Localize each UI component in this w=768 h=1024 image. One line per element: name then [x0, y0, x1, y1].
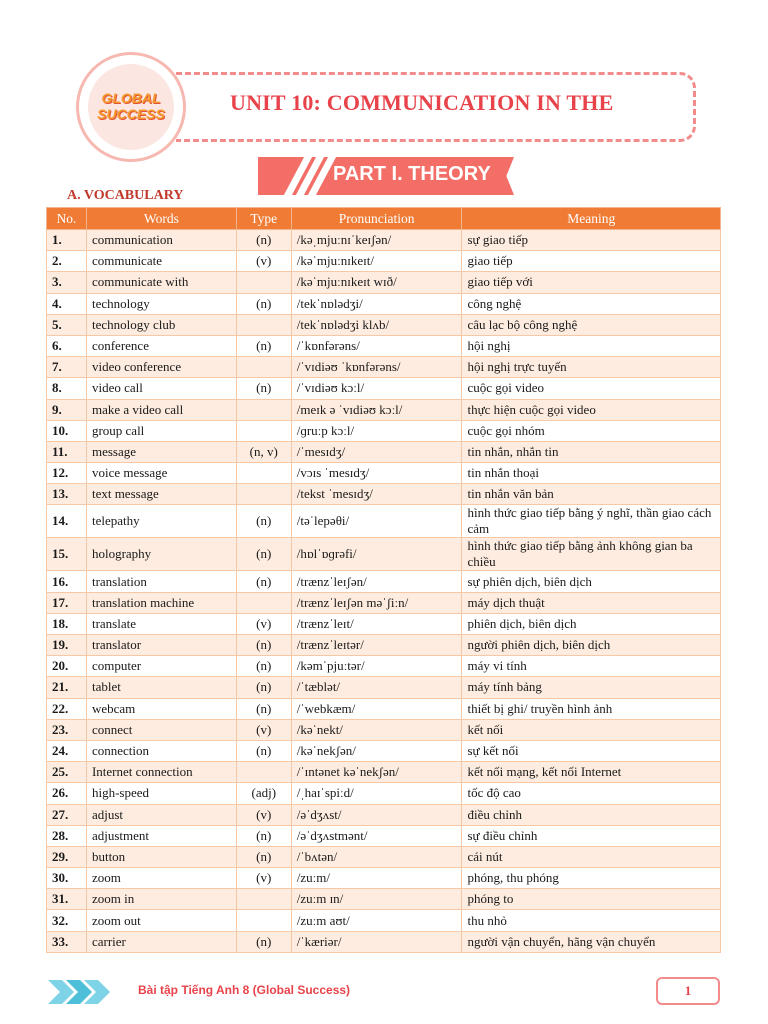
cell-type: (adj): [236, 783, 291, 804]
cell-pronunciation: /trænzˈleɪʃən/: [291, 571, 462, 592]
table-row: [47, 538, 721, 571]
cell-no: 8.: [47, 378, 87, 399]
cell-type: [236, 272, 291, 293]
header-meaning: Meaning: [462, 208, 721, 230]
cell-type: (n): [236, 378, 291, 399]
cell-type: [236, 463, 291, 484]
header-pronunciation: Pronunciation: [291, 208, 462, 230]
table-row: [47, 272, 721, 293]
table-row: [47, 719, 721, 740]
cell-pronunciation: /ˈwebkæm/: [291, 698, 462, 719]
cell-word: make a video call: [86, 399, 236, 420]
cell-no: 1.: [47, 230, 87, 251]
cell-pronunciation: /trænzˈleɪʃən məˈʃiːn/: [291, 592, 462, 613]
cell-no: 9.: [47, 399, 87, 420]
cell-meaning: thiết bị ghi/ truyền hình ảnh: [462, 698, 721, 719]
table-row: [47, 378, 721, 399]
cell-pronunciation: /hɒlˈɒɡrəfi/: [291, 538, 462, 571]
cell-word: message: [86, 441, 236, 462]
cell-type: (v): [236, 868, 291, 889]
cell-type: (n): [236, 635, 291, 656]
cell-word: communicate: [86, 251, 236, 272]
cell-pronunciation: /kəˌmjuːnɪˈkeɪʃən/: [291, 230, 462, 251]
table-row: [47, 505, 721, 538]
cell-no: 22.: [47, 698, 87, 719]
cell-type: (v): [236, 251, 291, 272]
cell-type: [236, 357, 291, 378]
cell-word: group call: [86, 420, 236, 441]
cell-word: zoom: [86, 868, 236, 889]
cell-type: (n): [236, 740, 291, 761]
cell-word: connection: [86, 740, 236, 761]
cell-meaning: sự giao tiếp: [462, 230, 721, 251]
table-row: [47, 571, 721, 592]
table-row: [47, 804, 721, 825]
cell-no: 28.: [47, 825, 87, 846]
cell-word: video call: [86, 378, 236, 399]
cell-type: (n): [236, 538, 291, 571]
logo-line-2: SUCCESS: [97, 106, 165, 122]
cell-meaning: điều chỉnh: [462, 804, 721, 825]
cell-word: translation machine: [86, 592, 236, 613]
cell-word: zoom out: [86, 910, 236, 931]
cell-no: 27.: [47, 804, 87, 825]
cell-word: button: [86, 846, 236, 867]
cell-pronunciation: /trænzˈleɪt/: [291, 613, 462, 634]
cell-pronunciation: /tekst ˈmesɪdʒ/: [291, 484, 462, 505]
cell-pronunciation: /ˈɪntənet kəˈnekʃən/: [291, 762, 462, 783]
table-row: [47, 399, 721, 420]
cell-no: 26.: [47, 783, 87, 804]
vocabulary-table: [46, 207, 721, 953]
table-row: [47, 613, 721, 634]
cell-type: (n): [236, 505, 291, 538]
cell-meaning: công nghệ: [462, 293, 721, 314]
cell-meaning: tin nhắn, nhắn tin: [462, 441, 721, 462]
cell-no: 21.: [47, 677, 87, 698]
cell-type: (n): [236, 677, 291, 698]
page-number: 1: [656, 977, 720, 1005]
cell-type: [236, 889, 291, 910]
table-row: [47, 846, 721, 867]
table-row: [47, 698, 721, 719]
table-row: [47, 335, 721, 356]
cell-meaning: giao tiếp với: [462, 272, 721, 293]
cell-pronunciation: /ˈkɒnfərəns/: [291, 335, 462, 356]
cell-pronunciation: /ˌhaɪˈspiːd/: [291, 783, 462, 804]
cell-no: 5.: [47, 314, 87, 335]
cell-word: zoom in: [86, 889, 236, 910]
cell-pronunciation: /əˈdʒʌst/: [291, 804, 462, 825]
cell-pronunciation: /kəˈmjuːnɪkeɪt/: [291, 251, 462, 272]
cell-pronunciation: /ˈvɪdiəʊ kɔːl/: [291, 378, 462, 399]
cell-pronunciation: /ɡruːp kɔːl/: [291, 420, 462, 441]
cell-no: 33.: [47, 931, 87, 952]
cell-meaning: thu nhỏ: [462, 910, 721, 931]
cell-no: 17.: [47, 592, 87, 613]
cell-meaning: tin nhắn văn bản: [462, 484, 721, 505]
table-row: [47, 592, 721, 613]
table-row: [47, 293, 721, 314]
table-row: [47, 740, 721, 761]
cell-meaning: máy dịch thuật: [462, 592, 721, 613]
cell-word: high-speed: [86, 783, 236, 804]
cell-no: 30.: [47, 868, 87, 889]
cell-word: text message: [86, 484, 236, 505]
cell-pronunciation: /ˈbʌtən/: [291, 846, 462, 867]
cell-no: 32.: [47, 910, 87, 931]
cell-no: 4.: [47, 293, 87, 314]
cell-type: [236, 592, 291, 613]
cell-type: (n): [236, 230, 291, 251]
logo-wordmark: [94, 90, 168, 122]
cell-pronunciation: /ˈmesɪdʒ/: [291, 441, 462, 462]
cell-meaning: cái nút: [462, 846, 721, 867]
cell-pronunciation: /ˈtæblət/: [291, 677, 462, 698]
table-row: [47, 825, 721, 846]
cell-type: [236, 399, 291, 420]
cell-pronunciation: /trænzˈleɪtər/: [291, 635, 462, 656]
table-row: [47, 463, 721, 484]
cell-meaning: cuộc gọi video: [462, 378, 721, 399]
cell-meaning: sự kết nối: [462, 740, 721, 761]
cell-pronunciation: /zuːm ɪn/: [291, 889, 462, 910]
cell-word: video conference: [86, 357, 236, 378]
cell-no: 15.: [47, 538, 87, 571]
cell-pronunciation: /vɔɪs ˈmesɪdʒ/: [291, 463, 462, 484]
page-title: UNIT 10: COMMUNICATION IN THE: [230, 90, 614, 115]
cell-type: (n): [236, 698, 291, 719]
cell-pronunciation: /kəˈnekt/: [291, 719, 462, 740]
cell-no: 16.: [47, 571, 87, 592]
cell-word: telepathy: [86, 505, 236, 538]
cell-word: carrier: [86, 931, 236, 952]
cell-word: webcam: [86, 698, 236, 719]
table-row: [47, 357, 721, 378]
table-row: [47, 251, 721, 272]
table-row: [47, 889, 721, 910]
cell-word: translator: [86, 635, 236, 656]
table-row: [47, 762, 721, 783]
cell-meaning: phiên dịch, biên dịch: [462, 613, 721, 634]
part-title: PART I. THEORY: [333, 163, 491, 185]
cell-meaning: tin nhắn thoại: [462, 463, 721, 484]
cell-meaning: thực hiện cuộc gọi video: [462, 399, 721, 420]
cell-type: (n): [236, 656, 291, 677]
cell-pronunciation: /ˈvɪdiəʊ ˈkɒnfərəns/: [291, 357, 462, 378]
table-row: [47, 230, 721, 251]
cell-no: 25.: [47, 762, 87, 783]
cell-word: connect: [86, 719, 236, 740]
cell-type: (n): [236, 335, 291, 356]
cell-pronunciation: /ˈkæriər/: [291, 931, 462, 952]
cell-no: 14.: [47, 505, 87, 538]
cell-word: conference: [86, 335, 236, 356]
cell-type: [236, 762, 291, 783]
table-row: [47, 910, 721, 931]
cell-word: voice message: [86, 463, 236, 484]
cell-no: 6.: [47, 335, 87, 356]
cell-pronunciation: /kəˈnekʃən/: [291, 740, 462, 761]
cell-no: 12.: [47, 463, 87, 484]
cell-type: [236, 420, 291, 441]
cell-type: (v): [236, 719, 291, 740]
header-words: Words: [86, 208, 236, 230]
cell-meaning: giao tiếp: [462, 251, 721, 272]
cell-word: translation: [86, 571, 236, 592]
cell-meaning: hình thức giao tiếp bằng ý nghĩ, thần giao cách cảm: [462, 505, 721, 538]
cell-word: technology: [86, 293, 236, 314]
cell-meaning: người phiên dịch, biên dịch: [462, 635, 721, 656]
table-header-row: [47, 208, 721, 230]
cell-meaning: phóng, thu phóng: [462, 868, 721, 889]
cell-no: 20.: [47, 656, 87, 677]
cell-type: [236, 910, 291, 931]
cell-no: 23.: [47, 719, 87, 740]
cell-no: 2.: [47, 251, 87, 272]
cell-type: (v): [236, 804, 291, 825]
cell-pronunciation: /tekˈnɒlədʒi klʌb/: [291, 314, 462, 335]
cell-meaning: người vận chuyển, hãng vận chuyển: [462, 931, 721, 952]
cell-meaning: sự điều chỉnh: [462, 825, 721, 846]
cell-type: (n, v): [236, 441, 291, 462]
table-row: [47, 635, 721, 656]
cell-word: Internet connection: [86, 762, 236, 783]
cell-pronunciation: /kəˈmjuːnɪkeɪt wɪð/: [291, 272, 462, 293]
cell-no: 7.: [47, 357, 87, 378]
cell-no: 13.: [47, 484, 87, 505]
table-body: [47, 230, 721, 953]
cell-type: (n): [236, 931, 291, 952]
cell-meaning: hội nghị: [462, 335, 721, 356]
table-row: [47, 420, 721, 441]
table-row: [47, 677, 721, 698]
cell-type: [236, 484, 291, 505]
cell-word: communication: [86, 230, 236, 251]
cell-word: communicate with: [86, 272, 236, 293]
cell-meaning: sự phiên dịch, biên dịch: [462, 571, 721, 592]
cell-word: translate: [86, 613, 236, 634]
table-row: [47, 868, 721, 889]
cell-meaning: máy tính bảng: [462, 677, 721, 698]
footer-arrows-icon: [48, 980, 128, 1004]
section-heading: A. VOCABULARY: [67, 188, 184, 203]
cell-no: 10.: [47, 420, 87, 441]
cell-type: (n): [236, 825, 291, 846]
cell-no: 29.: [47, 846, 87, 867]
cell-pronunciation: /kəmˈpjuːtər/: [291, 656, 462, 677]
table-row: [47, 656, 721, 677]
table-row: [47, 441, 721, 462]
cell-pronunciation: /təˈlepəθi/: [291, 505, 462, 538]
cell-word: adjustment: [86, 825, 236, 846]
cell-meaning: tốc độ cao: [462, 783, 721, 804]
cell-word: technology club: [86, 314, 236, 335]
cell-meaning: câu lạc bộ công nghệ: [462, 314, 721, 335]
cell-type: (n): [236, 571, 291, 592]
cell-no: 19.: [47, 635, 87, 656]
cell-pronunciation: /əˈdʒʌstmənt/: [291, 825, 462, 846]
cell-no: 18.: [47, 613, 87, 634]
table-row: [47, 484, 721, 505]
cell-type: (n): [236, 846, 291, 867]
cell-pronunciation: /tekˈnɒlədʒi/: [291, 293, 462, 314]
cell-pronunciation: /meɪk ə ˈvɪdiəʊ kɔːl/: [291, 399, 462, 420]
table-row: [47, 783, 721, 804]
cell-word: computer: [86, 656, 236, 677]
cell-type: [236, 314, 291, 335]
cell-type: (n): [236, 293, 291, 314]
header-type: Type: [236, 208, 291, 230]
cell-word: adjust: [86, 804, 236, 825]
logo-line-1: GLOBAL: [101, 90, 161, 106]
cell-no: 24.: [47, 740, 87, 761]
cell-no: 31.: [47, 889, 87, 910]
header-no: No.: [47, 208, 87, 230]
cell-meaning: kết nối mạng, kết nối Internet: [462, 762, 721, 783]
cell-pronunciation: /zuːm/: [291, 868, 462, 889]
cell-meaning: phóng to: [462, 889, 721, 910]
cell-type: (v): [236, 613, 291, 634]
cell-meaning: hình thức giao tiếp bằng ảnh không gian ba chiều: [462, 538, 721, 571]
cell-no: 3.: [47, 272, 87, 293]
cell-pronunciation: /zuːm aʊt/: [291, 910, 462, 931]
cell-meaning: máy vi tính: [462, 656, 721, 677]
table-row: [47, 314, 721, 335]
cell-meaning: kết nối: [462, 719, 721, 740]
table-row: [47, 931, 721, 952]
cell-meaning: hội nghị trực tuyến: [462, 357, 721, 378]
cell-no: 11.: [47, 441, 87, 462]
cell-meaning: cuộc gọi nhóm: [462, 420, 721, 441]
cell-word: tablet: [86, 677, 236, 698]
cell-word: holography: [86, 538, 236, 571]
footer-book-title: Bài tập Tiếng Anh 8 (Global Success): [138, 983, 351, 997]
